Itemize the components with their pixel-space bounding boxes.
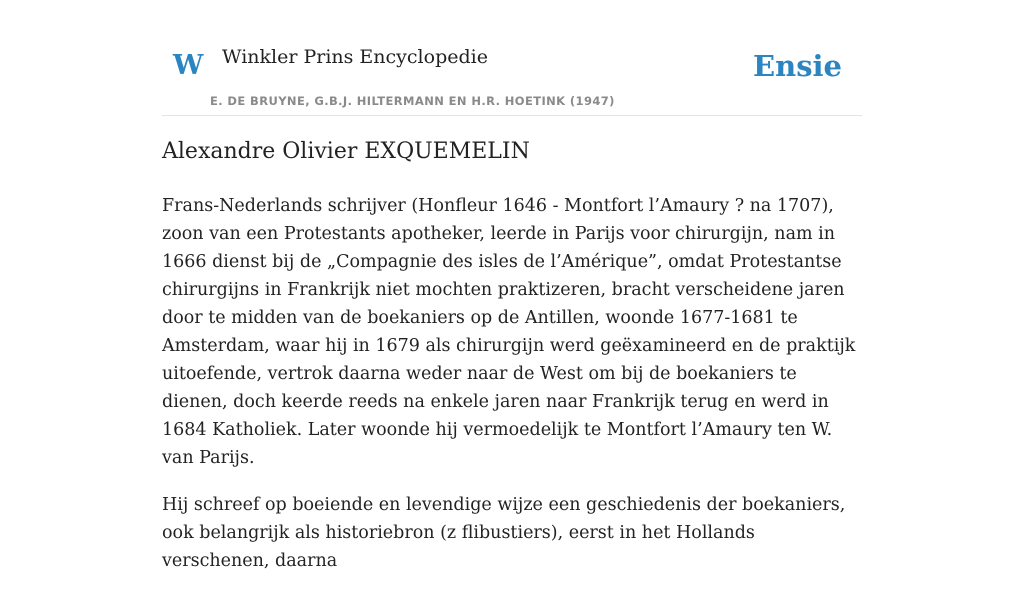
site-authors: E. DE BRUYNE, G.B.J. HILTERMANN EN H.R. HOETINK (1947) bbox=[210, 94, 615, 108]
site-title[interactable]: Winkler Prins Encyclopedie bbox=[222, 46, 488, 68]
site-header bbox=[162, 40, 862, 116]
article-paragraph: Hij schreef op boeiende en levendige wijze een geschiedenis der boekaniers, ook belangrijk als historiebron (z flibustiers), eerst in het Hollands verschenen, daarna bbox=[162, 495, 846, 571]
article-title: Alexandre Olivier EXQUEMELIN bbox=[162, 139, 530, 164]
article-paragraph: Frans-Nederlands schrijver (Honfleur 1646 - Montfort l’Amaury ? na 1707), zoon van een Protestants apotheker, leerde in Parijs voor chirurgijn, nam in 1666 dienst bij de „Compagnie des isles de l’Amérique”, omdat Protestantse chirurgijns in Frankrijk niet mochten praktizeren, bracht verscheidene jaren door te midden van de boekaniers op de Antillen, woonde 1677-1681 te Amsterdam, waar hij in 1679 als chirurgijn werd geëxamineerd en de praktijk uitoefende, vertrok daarna weder naar de West om bij de boekaniers te dienen, doch keerde reeds na enkele jaren naar Frankrijk terug en werd in 1684 Katholiek. Later woonde hij vermoedelijk te Montfort l’Amaury ten W. van Parijs. bbox=[162, 196, 856, 468]
ensie-logo[interactable]: Ensie bbox=[753, 49, 842, 83]
article-body bbox=[162, 192, 862, 594]
winkler-prins-logo[interactable]: W bbox=[173, 50, 204, 81]
